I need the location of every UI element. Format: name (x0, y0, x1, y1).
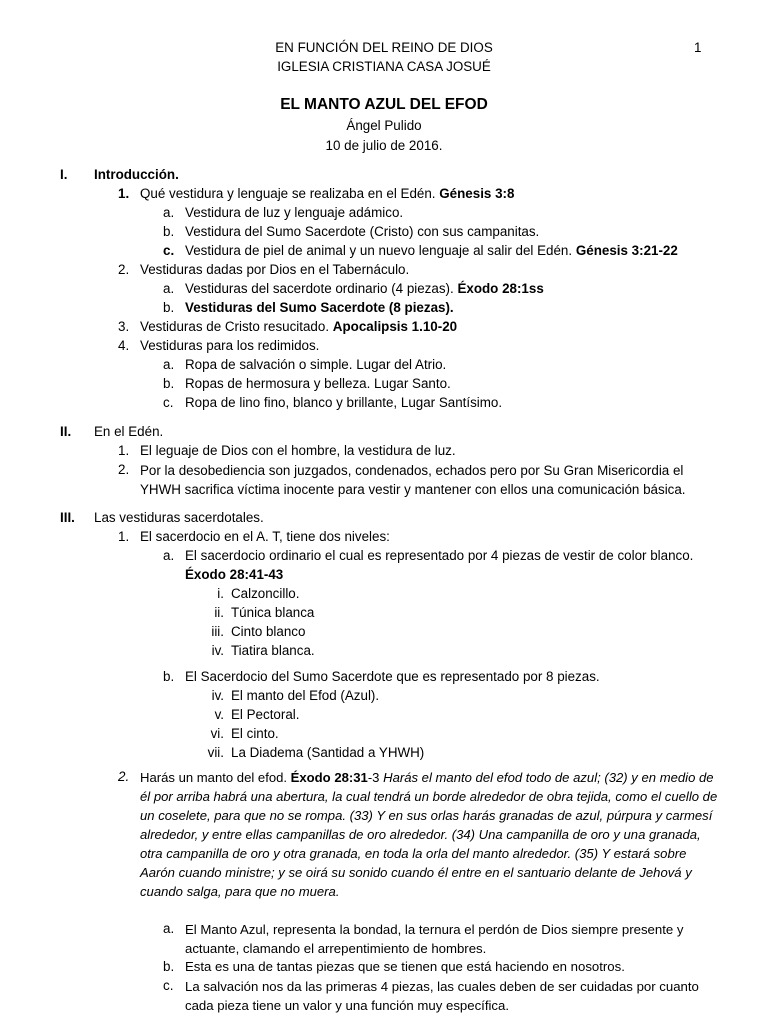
roman-numeral: i. (217, 586, 224, 601)
list-letter: c. (163, 395, 174, 410)
list-letter: c. (163, 243, 175, 258)
list-item: Qué vestidura y lenguaje se realizaba en el Edén. Génesis 3:8 (140, 186, 515, 201)
list-letter: c. (163, 978, 174, 993)
list-letter: b. (163, 669, 175, 684)
date: 10 de julio de 2016. (325, 138, 443, 153)
list-letter: b. (163, 224, 175, 239)
list-item: Vestiduras del sacerdote ordinario (4 piezas). Éxodo 28:1ss (185, 281, 544, 296)
roman-numeral: iii. (211, 624, 224, 639)
list-letter: b. (163, 959, 175, 974)
list-item: Vestiduras dadas por Dios en el Tabernáculo. (140, 262, 410, 277)
list-number: 3. (118, 319, 130, 334)
list-item: Vestidura de piel de animal y un nuevo lenguaje al salir del Edén. Génesis 3:21-22 (185, 243, 678, 258)
header-line-1: EN FUNCIÓN DEL REINO DE DIOS (275, 40, 493, 55)
list-item: Por la desobediencia son juzgados, condenados, echados pero por Su Gran Misericordia el YHWH sacrifica víctima inocente para vestir y mantener con ellos una comunicación básica. (140, 463, 686, 497)
list-item: El Pectoral. (231, 707, 300, 722)
list-item: El Manto Azul, representa la bondad, la ternura el perdón de Dios siempre presente y actuante, clamando el arrepentimiento de hombres. (185, 922, 684, 956)
list-letter: a. (163, 921, 175, 936)
roman-numeral: iv. (211, 643, 224, 658)
scripture-quote: Harás un manto del efod. Éxodo 28:31-3 Harás el manto del efod todo de azul; (32) y en medio de él por arriba habrá una abertura, la cual tendrá un borde alrededor de obra tejida, como el cuello de un coselete, para que no se rompa. (33) Y en sus orlas harás granadas de azul, púrpura y carmesí alrededor, y entre ellas campanillas de oro alrededor. (34) Una campanilla de oro y una granada, otra campanilla de oro y otra granada, en toda la orla del manto alrededor. (35) Y estará sobre Aarón cuando ministre; y se oirá su sonido cuando él entre en el santuario delante de Jehová y cuando salga, para que no muera. (140, 770, 718, 899)
list-item: Esta es una de tantas piezas que se tienen que está haciendo en nosotros. (185, 959, 625, 974)
list-number: 2. (118, 769, 130, 784)
list-item: La salvación nos da las primeras 4 piezas, las cuales deben de ser cuidadas por cuanto cada pieza tiene un valor y una función muy específica. (185, 979, 699, 1013)
section-number: III. (60, 510, 75, 525)
list-letter: a. (163, 205, 175, 220)
scripture-reference: Éxodo 28:41-43 (185, 567, 284, 582)
list-item: El sacerdocio ordinario el cual es representado por 4 piezas de vestir de color blanco. (185, 548, 694, 563)
list-item: Vestiduras del Sumo Sacerdote (8 piezas). (185, 300, 454, 315)
list-letter: a. (163, 548, 175, 563)
list-item: El cinto. (231, 726, 279, 741)
header-line-2: IGLESIA CRISTIANA CASA JOSUÉ (277, 59, 491, 74)
list-item: Túnica blanca (231, 605, 315, 620)
section-heading: Las vestiduras sacerdotales. (94, 510, 264, 525)
page-number: 1 (694, 40, 702, 55)
document-title: EL MANTO AZUL DEL EFOD (280, 96, 488, 113)
list-item: Vestiduras de Cristo resucitado. Apocalipsis 1.10-20 (140, 319, 458, 334)
list-number: 4. (118, 338, 130, 353)
list-item: Ropas de hermosura y belleza. Lugar Santo. (185, 376, 451, 391)
list-item: Ropa de lino fino, blanco y brillante, Lugar Santísimo. (185, 395, 503, 410)
list-item: El Sacerdocio del Sumo Sacerdote que es representado por 8 piezas. (185, 669, 600, 684)
list-letter: a. (163, 357, 175, 372)
list-item: Ropa de salvación o simple. Lugar del Atrio. (185, 357, 447, 372)
roman-numeral: iv. (211, 688, 224, 703)
list-item: Cinto blanco (231, 624, 306, 639)
list-letter: b. (163, 300, 175, 315)
list-item: El sacerdocio en el A. T, tiene dos niveles: (140, 529, 390, 544)
list-item: Calzoncillo. (231, 586, 300, 601)
section-number: II. (60, 424, 72, 439)
list-item: El manto del Efod (Azul). (231, 688, 380, 703)
list-item: Vestiduras para los redimidos. (140, 338, 320, 353)
list-number: 2. (118, 462, 130, 477)
roman-numeral: vii. (207, 745, 224, 760)
roman-numeral: v. (214, 707, 224, 722)
author: Ángel Pulido (346, 118, 422, 133)
section-number: I. (60, 167, 68, 182)
list-number: 1. (118, 443, 130, 458)
section-heading: Introducción. (94, 167, 179, 182)
list-item: El leguaje de Dios con el hombre, la vestidura de luz. (140, 443, 456, 458)
list-letter: b. (163, 376, 175, 391)
list-number: 2. (118, 262, 130, 277)
roman-numeral: ii. (214, 605, 224, 620)
list-number: 1. (118, 186, 130, 201)
list-item: Vestidura del Sumo Sacerdote (Cristo) con sus campanitas. (185, 224, 540, 239)
list-number: 1. (118, 529, 130, 544)
list-item: Vestidura de luz y lenguaje adámico. (185, 205, 404, 220)
section-heading: En el Edén. (94, 424, 164, 439)
roman-numeral: vi. (210, 726, 224, 741)
list-item: Tiatira blanca. (231, 643, 315, 658)
list-item: La Diadema (Santidad a YHWH) (231, 745, 425, 760)
list-letter: a. (163, 281, 175, 296)
